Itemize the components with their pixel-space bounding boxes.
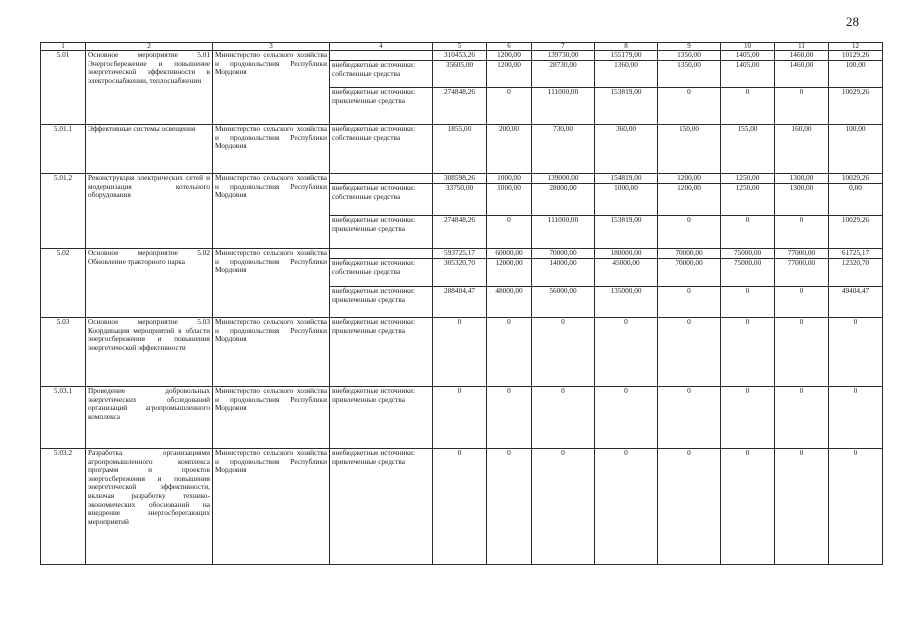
table-row <box>41 318 883 387</box>
funding-source: внебюджетные источники: привлеченные средства <box>330 387 433 449</box>
value-cell: 75000,00 <box>721 259 775 287</box>
value-cell: 0 <box>721 88 775 125</box>
value-cell: 0 <box>775 216 829 249</box>
value-cell: 135000,00 <box>595 287 658 318</box>
funding-source: внебюджетные источники: собственные средства <box>330 125 433 174</box>
value-cell: 0 <box>775 287 829 318</box>
value-cell: 274848,26 <box>433 216 487 249</box>
value-cell: 12000,00 <box>487 259 532 287</box>
row-code: 5.01 <box>41 51 86 125</box>
value-cell: 60000,00 <box>487 249 532 259</box>
funding-source: внебюджетные источники: привлеченные средства <box>330 449 433 565</box>
value-cell: 730,00 <box>532 125 595 174</box>
value-cell: 49404,47 <box>829 287 883 318</box>
row-name: Основное мероприятие 5.03 Координация мероприятий в области энергосбережения и повышения энергетической эффективности <box>86 318 213 387</box>
column-header-12: 12 <box>829 43 883 51</box>
value-cell: 0 <box>487 449 532 565</box>
value-cell: 10129,26 <box>829 51 883 61</box>
value-cell: 10029,26 <box>829 88 883 125</box>
value-cell: 160,00 <box>775 125 829 174</box>
value-cell: 61725,17 <box>829 249 883 259</box>
value-cell: 77000,00 <box>775 249 829 259</box>
value-cell: 274848,26 <box>433 88 487 125</box>
value-cell: 1855,00 <box>433 125 487 174</box>
row-organization: Министерство сельского хозяйства и продовольствия Республики Мордовия <box>213 387 330 449</box>
row-code: 5.02 <box>41 249 86 318</box>
value-cell: 0 <box>532 449 595 565</box>
column-header-8: 8 <box>595 43 658 51</box>
value-cell: 0 <box>775 318 829 387</box>
value-cell: 28730,00 <box>532 61 595 88</box>
value-cell: 0 <box>595 318 658 387</box>
value-cell: 0 <box>595 387 658 449</box>
value-cell: 1460,00 <box>775 51 829 61</box>
column-header-7: 7 <box>532 43 595 51</box>
value-cell: 153819,00 <box>595 216 658 249</box>
row-organization: Министерство сельского хозяйства и продовольствия Республики Мордовия <box>213 174 330 249</box>
value-cell: 70000,00 <box>658 259 721 287</box>
value-cell: 360,00 <box>595 125 658 174</box>
funding-source: внебюджетные источники: привлеченные средства <box>330 318 433 387</box>
value-cell: 0 <box>487 387 532 449</box>
funding-source: внебюджетные источники: привлеченные средства <box>330 287 433 318</box>
value-cell: 153819,00 <box>595 88 658 125</box>
value-cell: 155,00 <box>721 125 775 174</box>
value-cell: 1200,00 <box>487 61 532 88</box>
value-cell: 0 <box>721 387 775 449</box>
value-cell: 70000,00 <box>532 249 595 259</box>
value-cell: 0,00 <box>829 184 883 216</box>
value-cell: 0 <box>721 216 775 249</box>
value-cell: 305320,70 <box>433 259 487 287</box>
value-cell: 1000,00 <box>487 184 532 216</box>
value-cell: 1200,00 <box>487 51 532 61</box>
value-cell: 0 <box>829 318 883 387</box>
value-cell: 1250,00 <box>721 174 775 184</box>
value-cell: 0 <box>829 449 883 565</box>
funding-source: внебюджетные источники: собственные средства <box>330 259 433 287</box>
row-name: Основное мероприятие 5.02 Обновление тракторного парка <box>86 249 213 318</box>
value-cell: 0 <box>658 88 721 125</box>
funding-source: внебюджетные источники: собственные средства <box>330 184 433 216</box>
value-cell: 0 <box>658 318 721 387</box>
value-cell: 1350,00 <box>658 61 721 88</box>
value-cell: 0 <box>721 318 775 387</box>
row-organization: Министерство сельского хозяйства и продовольствия Республики Мордовия <box>213 125 330 174</box>
value-cell: 1350,00 <box>658 51 721 61</box>
row-organization: Министерство сельского хозяйства и продовольствия Республики Мордовия <box>213 318 330 387</box>
table-row <box>41 249 883 259</box>
funding-source: внебюджетные источники: привлеченные средства <box>330 88 433 125</box>
funding-source: внебюджетные источники: привлеченные средства <box>330 216 433 249</box>
value-cell: 288404,47 <box>433 287 487 318</box>
funding-source: внебюджетные источники: собственные средства <box>330 61 433 88</box>
column-header-2: 2 <box>86 43 213 51</box>
value-cell: 45000,00 <box>595 259 658 287</box>
value-cell: 1250,00 <box>721 184 775 216</box>
value-cell: 111000,00 <box>532 88 595 125</box>
value-cell: 0 <box>487 216 532 249</box>
value-cell: 75000,00 <box>721 249 775 259</box>
funding-source <box>330 249 433 259</box>
value-cell: 1200,00 <box>658 184 721 216</box>
value-cell: 0 <box>658 216 721 249</box>
page-number: 28 <box>846 14 859 29</box>
value-cell: 0 <box>658 387 721 449</box>
value-cell: 1405,00 <box>721 61 775 88</box>
row-name: Эффективные системы освещения <box>86 125 213 174</box>
value-cell: 139000,00 <box>532 174 595 184</box>
column-header-3: 3 <box>213 43 330 51</box>
value-cell: 0 <box>775 88 829 125</box>
value-cell: 139730,00 <box>532 51 595 61</box>
row-code: 5.03.2 <box>41 449 86 565</box>
row-name: Реконструкция электрических сетей и модернизация котельного оборудования <box>86 174 213 249</box>
value-cell: 1000,00 <box>487 174 532 184</box>
value-cell: 12320,70 <box>829 259 883 287</box>
table-row <box>41 51 883 61</box>
row-organization: Министерство сельского хозяйства и продовольствия Республики Мордовия <box>213 51 330 125</box>
row-organization: Министерство сельского хозяйства и продовольствия Республики Мордовия <box>213 449 330 565</box>
value-cell: 100,00 <box>829 125 883 174</box>
value-cell: 33750,00 <box>433 184 487 216</box>
column-header-6: 6 <box>487 43 532 51</box>
value-cell: 48000,00 <box>487 287 532 318</box>
column-header-9: 9 <box>658 43 721 51</box>
value-cell: 0 <box>433 318 487 387</box>
value-cell: 150,00 <box>658 125 721 174</box>
value-cell: 200,00 <box>487 125 532 174</box>
value-cell: 0 <box>433 449 487 565</box>
row-code: 5.03.1 <box>41 387 86 449</box>
value-cell: 0 <box>658 287 721 318</box>
header-row <box>41 43 883 51</box>
row-organization: Министерство сельского хозяйства и продовольствия Республики Мордовия <box>213 249 330 318</box>
value-cell: 111000,00 <box>532 216 595 249</box>
value-cell: 0 <box>829 387 883 449</box>
funding-source <box>330 174 433 184</box>
value-cell: 77000,00 <box>775 259 829 287</box>
column-header-10: 10 <box>721 43 775 51</box>
value-cell: 0 <box>433 387 487 449</box>
value-cell: 14000,00 <box>532 259 595 287</box>
table-row <box>41 125 883 174</box>
column-header-1: 1 <box>41 43 86 51</box>
value-cell: 1000,00 <box>595 184 658 216</box>
value-cell: 1460,00 <box>775 61 829 88</box>
value-cell: 180000,00 <box>595 249 658 259</box>
value-cell: 0 <box>775 387 829 449</box>
row-code: 5.01.1 <box>41 125 86 174</box>
value-cell: 0 <box>721 449 775 565</box>
value-cell: 28000,00 <box>532 184 595 216</box>
value-cell: 0 <box>775 449 829 565</box>
column-header-11: 11 <box>775 43 829 51</box>
column-header-5: 5 <box>433 43 487 51</box>
table-row <box>41 449 883 565</box>
row-name: Проведение добровольных энергетических обследований организаций агропромышленного комплекса <box>86 387 213 449</box>
value-cell: 1200,00 <box>658 174 721 184</box>
value-cell: 0 <box>487 88 532 125</box>
value-cell: 0 <box>532 318 595 387</box>
table-row <box>41 174 883 184</box>
table-row <box>41 387 883 449</box>
row-name: Основное мероприятие 5.01 Энергосбережение и повышение энергетической эффективности в электроснабжении, теплоснабжении <box>86 51 213 125</box>
value-cell: 10029,26 <box>829 216 883 249</box>
value-cell: 154819,00 <box>595 174 658 184</box>
column-header-4: 4 <box>330 43 433 51</box>
value-cell: 0 <box>595 449 658 565</box>
row-name: Разработка организациями агропромышленного комплекса программ и проектов энергосбережения и повышения энергетической эффективности, включая разработку технико-экономических обоснований на внедрение энергосберегающих мероприятий <box>86 449 213 565</box>
value-cell: 56000,00 <box>532 287 595 318</box>
value-cell: 0 <box>532 387 595 449</box>
row-code: 5.01.2 <box>41 174 86 249</box>
value-cell: 35605,00 <box>433 61 487 88</box>
row-code: 5.03 <box>41 318 86 387</box>
value-cell: 155179,00 <box>595 51 658 61</box>
value-cell: 0 <box>721 287 775 318</box>
value-cell: 100,00 <box>829 61 883 88</box>
value-cell: 1300,00 <box>775 184 829 216</box>
value-cell: 1405,00 <box>721 51 775 61</box>
value-cell: 1300,00 <box>775 174 829 184</box>
value-cell: 308598,26 <box>433 174 487 184</box>
funding-source <box>330 51 433 61</box>
value-cell: 10029,26 <box>829 174 883 184</box>
program-table <box>40 42 883 565</box>
value-cell: 0 <box>487 318 532 387</box>
value-cell: 593725,17 <box>433 249 487 259</box>
value-cell: 0 <box>658 449 721 565</box>
value-cell: 310453,26 <box>433 51 487 61</box>
value-cell: 1360,00 <box>595 61 658 88</box>
value-cell: 70000,00 <box>658 249 721 259</box>
